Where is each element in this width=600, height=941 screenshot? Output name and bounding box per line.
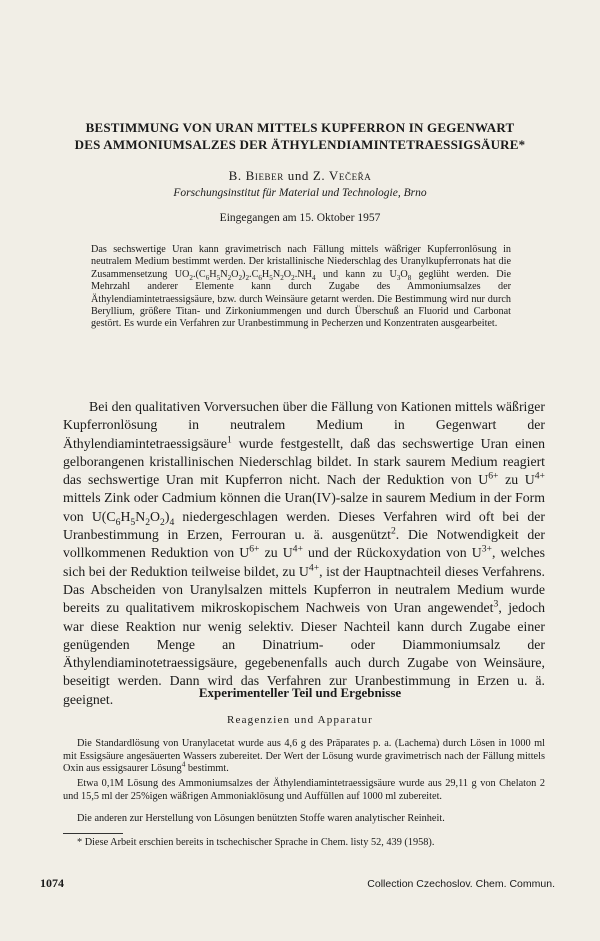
article-title bbox=[40, 119, 560, 153]
abstract-formula: $UO_2.(C_6H_5N_2O_2)_2.C_6H_5N_2O_2.NH_4$ bbox=[174, 268, 316, 282]
abstract-text-1: Das sechswertige Uran kann gravimetrisch nach Fällung mittels wäßriger Kupferronlösung in neutralem Medium bestimmt werden. Der kristallinische Niederschlag des Uranylkupferronats hat die Zusammensetzung bbox=[91, 244, 511, 280]
abstract-text-2: und kann zu bbox=[315, 268, 390, 280]
footnote-divider bbox=[63, 833, 123, 834]
body-paragraph: Bei den qualitativen Vorversuchen über die Fällung von Kationen mittels wäßriger Kupferronlösung in neutralem Medium in Gegenwart der Äthylendiamintetraessigsäure$^1$ wurde festgestellt, daß das sechswertige Uran einen gelborangenen kristallinischen Niederschlag bildet. In stark saurem Medium reagiert das sechswertige Uran mit Kupferron nicht. Nach der Reduktion von $U^{6+}$ zu $U^{4+}$ mittels Zink oder Cadmium können die Uran(IV)-salze in saurem Medium in der Form von $U(C_6H_5N_2O_2)_4$ niedergeschlagen werden. Dieses Verfahren wird oft bei der Uranbestimmung in Erzen, Ferrouran u. ä. ausgenützt$^2$. Die Notwendigkeit der vollkommenen Reduktion von $U^{6+}$ zu $U^{4+}$ und der Rückoxydation von $U^{3+}$, welches sich bei der Reduktion teilweise bildet, zu $U^{4+}$, ist der Hauptnachteil dieses Verfahrens. Das Abscheiden von Uranylsalzen mittels Kupferron in neutralem Medium wurde bereits zu qualitativem mikroskopischem Nachweis von Uran angewendet$^3$, jedoch war diese Reaktion nur wenig selektiv. Dieser Nachteil kann durch Zugabe einer genügenden Menge an Dinatrium- oder Diammoniumsalz der Äthylendiaminotetraessigsäure, gegebenenfalls auch durch Zugabe von Weinsäure, beseitigt werden. Dann wird das Verfahren zur Uranbestimmung in Erzen u. ä. geeignet. bbox=[63, 399, 546, 707]
experimental-paragraph-3: Die anderen zur Herstellung von Lösungen benützten Stoffe waren analytischer Reinheit. bbox=[77, 813, 445, 824]
experimental-paragraph-2: Etwa 0,1M Lösung des Ammoniumsalzes der Äthylendiamintetraessigsäure wurde aus 29,11 g von Chelaton 2 und 15,5 ml der 25%igen wäßrigen Ammoniaklösung und Auffüllen auf 1000 ml zubereitet. bbox=[63, 778, 545, 802]
title-line-2: DES AMMONIUMSALZES DER ÄTHYLENDIAMINTETRAESSIGSÄURE* bbox=[74, 137, 526, 152]
author-2: Z. Večeřa bbox=[312, 168, 372, 183]
page-number: 1074 bbox=[40, 876, 64, 890]
footnote-ref-4: 4 bbox=[181, 760, 186, 769]
institute: Forschungsinstitut für Material und Technologie, Brno bbox=[173, 187, 427, 199]
authors-and: und bbox=[287, 168, 310, 183]
author-1: B. Bieber bbox=[228, 168, 284, 183]
footnote-ref-2: 2 bbox=[390, 525, 396, 537]
title-line-1: BESTIMMUNG VON URAN MITTELS KUPFERRON IN GEGENWART bbox=[85, 120, 515, 135]
abstract-u3o8: $U_3O_8$ bbox=[389, 268, 412, 282]
received-date: Eingegangen am 15. Oktober 1957 bbox=[219, 212, 381, 224]
journal-name: Collection Czechoslov. Chem. Commun. bbox=[367, 878, 555, 890]
footnote-ref-3: 3 bbox=[493, 598, 499, 610]
footnote: * Diese Arbeit erschien bereits in tschechischer Sprache in Chem. listy 52, 439 (1958). bbox=[77, 837, 435, 848]
abstract-text-3: geglüht werden. Die Mehrzahl anderer Elemente kann durch Zugabe des Ammoniumsalzes der Äthylendiamintetraessigsäure, bzw. durch Weinsäure getarnt werden. Die Bestimmung wird nur durch Beryllium, größere Titan- und Zirkoniummengen und durch Überschuß an Fluorid und Carbonat gestört. Es wurde ein Verfahren zur Uranbestimmung in Pecherzen und Konzentraten ausgearbeitet. bbox=[91, 268, 512, 330]
subsection-title: Reagenzien und Apparatur bbox=[226, 714, 374, 726]
authors bbox=[0, 168, 600, 184]
footnote-ref-1: 1 bbox=[226, 434, 232, 445]
section-title: Experimenteller Teil und Ergebnisse bbox=[198, 685, 402, 700]
experimental-paragraph-1: Die Standardlösung von Uranylacetat wurde aus 4,6 g des Präparates p. a. (Lachema) durch Lösen in 1000 ml mit Essigsäure angesäuerten Wassers zubereitet. Der Wert der Lösung wurde gravimetrisch nach der Fällung mittels Oxin aus essigsaurer Lösung$^4$ bestimmt. bbox=[63, 738, 545, 774]
abstract bbox=[91, 244, 511, 331]
